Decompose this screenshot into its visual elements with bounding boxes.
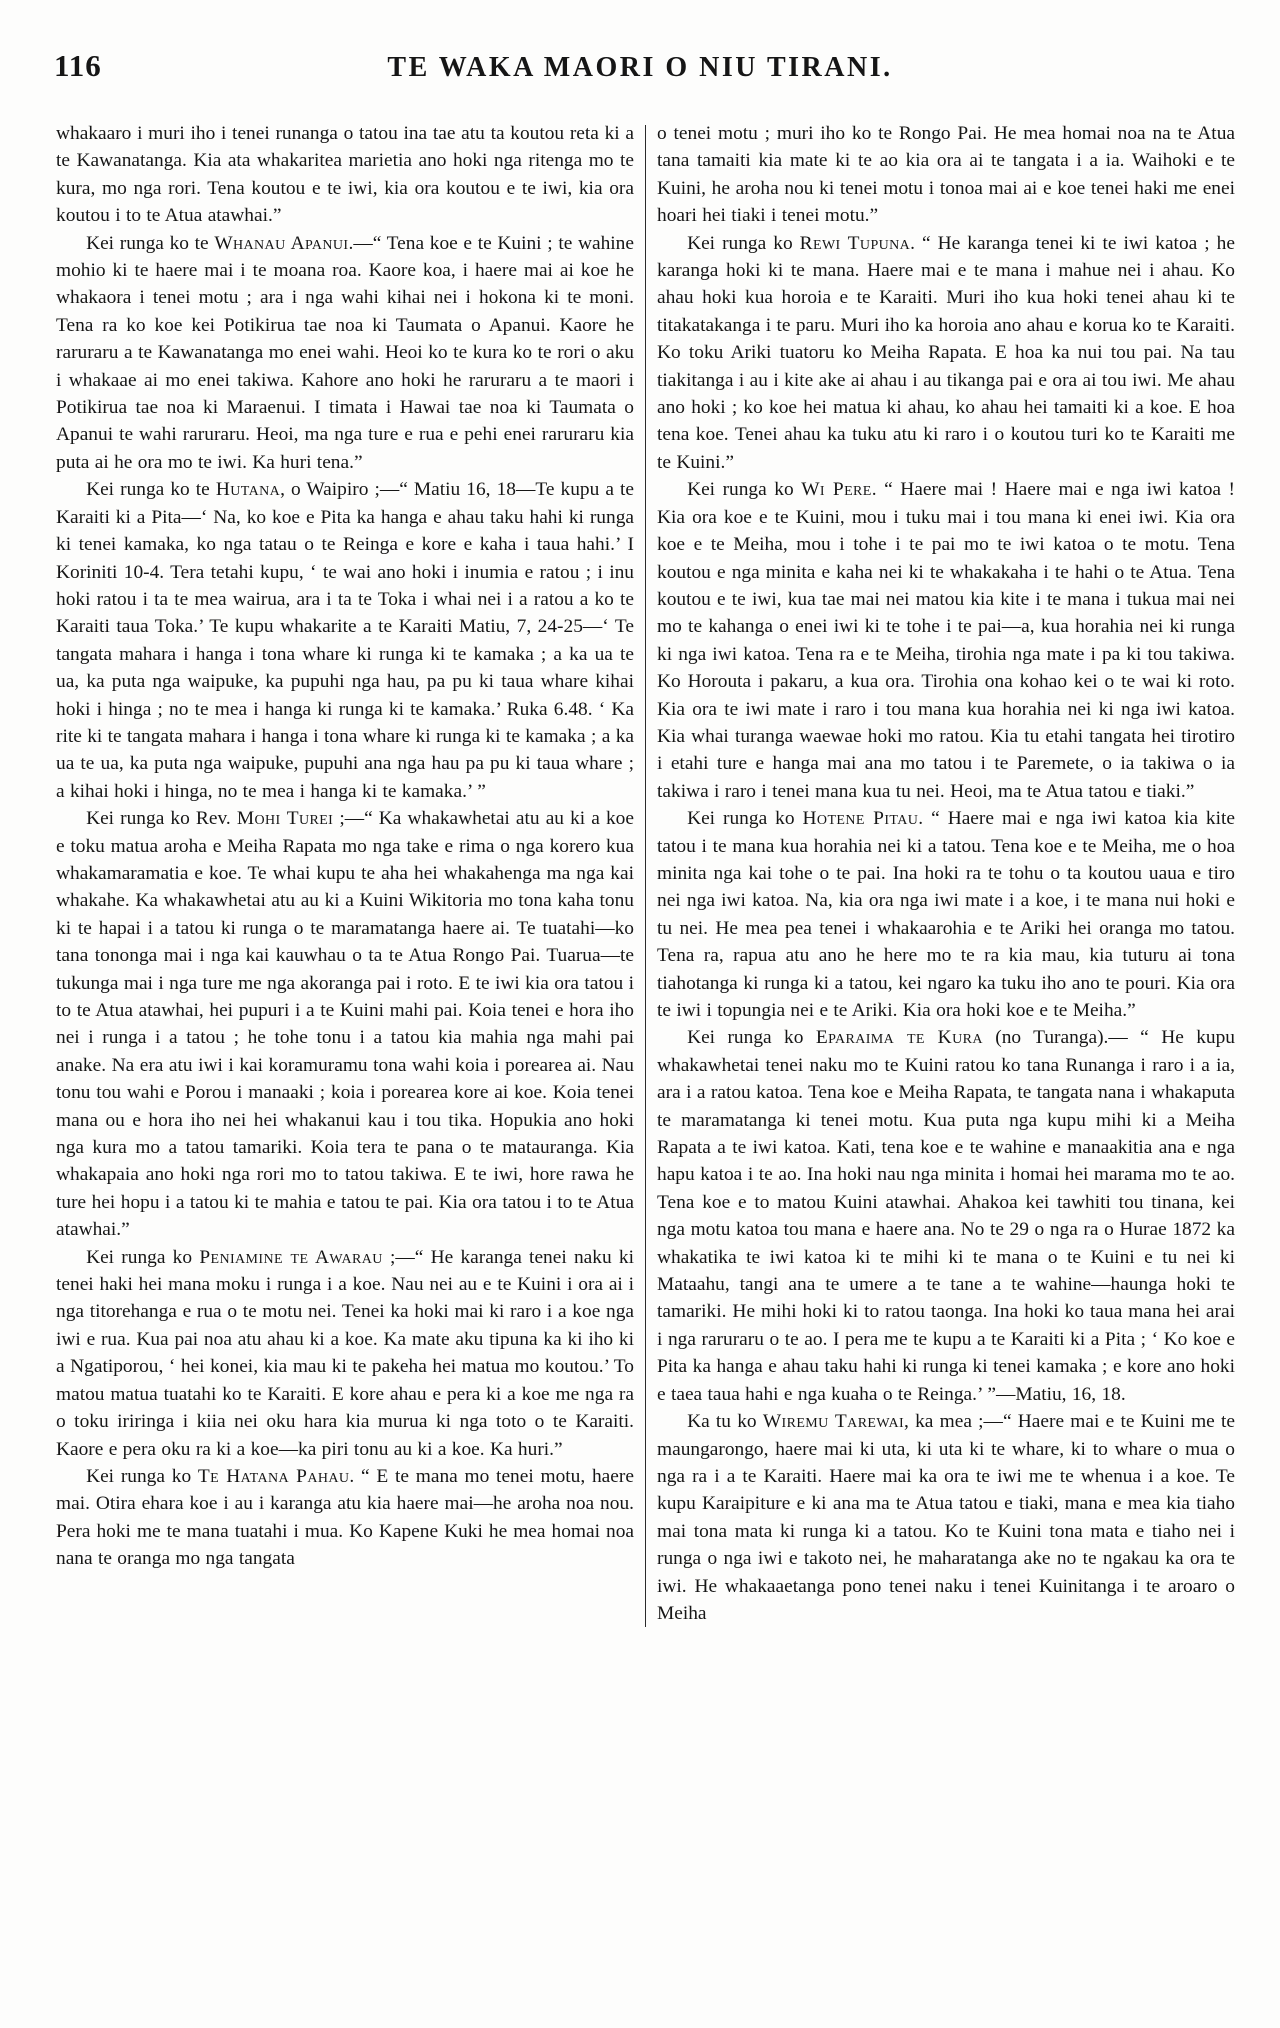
paragraph: Kei runga ko Eparaima te Kura (no Turanga).— “ He kupu whakawhetai tenei naku mo te Kuini ratou ko tana Runanga i raro i a ia, ara i a ratou katoa. Tena koe e Meiha Rapata, te tangata nana i whakaputa te maramatanga ki tenei motu. Kua puta nga kupu mihi ki a Meiha Rapata a te iwi katoa. Kati, tena koe e te wahine e manaakitia ana e nga hapu katoa i te ao. Ina hoki nau nga minita i homai hei marama mo te ao. Tena koe e to matou Kuini atawhai. Ahakoa kei tawhiti tou tinana, kei nga motu katoa tou mana e haere ana. No te 29 o nga ra o Hurae 1872 ka whakatika te iwi katoa ki te mihi ki te mana o te Kuini e tu nei ki Mataahu, tangi ana te umere a te tane a te wahine—haunga hoki te tamariki. He mihi hoki ki to ratou taonga. Ina hoki ko taua mana hei arai i nga raruraru o te ao. I pera me te kupu a te Karaiti ki a Pita ; ‘ Ko koe e Pita ka hanga e ahau taku hahi ki runga ki tenei kamaka ; e kore ano hoki e taea taua hahi e nga kuaha o te Reinga.’ ”—Matiu, 16, 18. (657, 1027, 1235, 1405)
column-divider-rule (645, 125, 646, 1627)
paragraph: Kei runga ko Hotene Pitau. “ Haere mai e nga iwi katoa kia kite tatou i te mana kua horahia nei ki a tatou. Tena koe e te Meiha, me o hoa minita nga kai tohe o te pai. Ina hoki ra te tohu o ta koutou uaua e tiro nei nga iwi katoa. Na, kia ora nga iwi mate i a koe, i te mana nui hoki e tu nei. He mea pea tenei i whakaarohia e te Ariki hei oranga mo tatou. Tena ra, rapua atu ano he here mo te ra kia mau, kia tuturu ai tona tiahotanga ki runga ki a tatou, kei ngaro ka tuku iho ano te pouri. Kia ora te iwi i topungia nei e te Ariki. Kia ora hoki koe e te Meiha.” (657, 808, 1236, 1021)
paragraph: whakaaro i muri iho i tenei runanga o tatou ina tae atu ta koutou reta ki a te Kawanatanga. Kia ata whakaritea marietia ano hoki nga ritenga mo te kura, mo nga rori. Tena koutou e te iwi, kia ora koutou e te iwi, kia ora koutou i to te Atua atawhai.” (56, 123, 634, 227)
paragraph: Kei runga ko Wi Pere. “ Haere mai ! Haere mai e nga iwi katoa ! Kia ora koe e te Kuini, mou i tuku mai i tou mana ki enei iwi. Kia ora koe e te Meiha, mou i tohe i te pai mo te iwi katoa o te motu. Tena koutou e nga minita e kaha nei ki te whakakaha i te hahi o te Atua. Tena koutou e te iwi, kua tae mai nei matou kia kite i te mana i tukua mai nei mo te kahanga o enei iwi ki te tohe i te pai—a, kua horahia nei ki runga ki nga iwi katoa. Tena ra e te Meiha, tirohia nga mate i pa ki tou takiwa. Ko Horouta i pakaru, a kua ora. Tirohia ona kohao kei o te wai ki roto. Kia ora te iwi mate i raro i tou mana kua horahia nei ki nga iwi katoa. Kia whai turanga waewae hoki mo ratou. Kia tu etahi tangata hei tirotiro i etahi ture e hanga mai ana mo tatou i te Paremete, o ia takiwa o ia takiwa i raro i tenei mana kua tu nei. Heoi, ma te Atua tatou e tiaki.” (657, 479, 1235, 802)
speaker-name: Hutana (215, 479, 281, 501)
page-number: 116 (54, 48, 102, 83)
speaker-name: Wi Pere (801, 479, 872, 501)
paragraph: Kei runga ko Rev. Mohi Turei ;—“ Ka whakawhetai atu au ki a koe e toku matua aroha e Meiha Rapata mo nga take e rima o nga korero kua whakamaramatia e koe. Te whai kupu te aha hei whakahenga ma nga kai whakahe. Ka whakawhetai atu au ki a Kuini Wikitoria mo tona kaha tonu ki te hapai i a tatou ki runga o te maramatanga haere ai. Te tuatahi—ko tana tononga mai i nga kai kauwhau o ta te Atua Rongo Pai. Tuarua—te tukunga mai i nga ture me nga akoranga pai i roto. E te iwi kia ora tatou i to te Atua atawhai, hei pupuri i a te Kuini mahi pai. Koia tenei e hora iho nei i runga i a tatou ; he tohe tonu i a tatou kia mahia nga mahi pai anake. Na era atu iwi i kai koramuramu tona wahi koia i porearea ai. Nau tonu tou wahi e Porou i manaaki ; koia i porearea kore ai koe. Koia tenei mana ou e hora iho nei hei whakanui kau i tou tika. Hopukia ano hoki nga kura mo a tatou tamariki. Koia tera te pana o te matauranga. Kia whakapaia ano hoki nga rori mo to tatou takiwa. E te iwi, hore rawa he ture hei hopu i a tatou ki te mahia e tatou te pai. Kia ora tatou i to te Atua atawhai.” (56, 808, 634, 1241)
speaker-name: Eparaima te Kura (815, 1027, 983, 1049)
speaker-name: Wiremu Tarewai (762, 1411, 905, 1433)
text-columns (56, 120, 1235, 1627)
speaker-name: Whanau Apanui (214, 232, 349, 254)
speaker-name: Te Hatana Pahau (197, 1465, 350, 1487)
paragraph: Kei runga ko Te Hatana Pahau. “ E te mana mo tenei motu, haere mai. Otira ehara koe i au i karanga atu kia haere mai—he aroha noa nou. Pera hoki me te mana tuatahi i mua. Ko Kapene Kuki he mea homai noa nana te oranga mo nga tangata (56, 1465, 634, 1570)
paragraph: Kei runga ko te Whanau Apanui.—“ Tena koe e te Kuini ; te wahine mohio ki te haere mai i te moana roa. Kaore koa, i haere mai ai koe he whakaora i tenei motu ; ara i nga wahi kihai nei i hokona ki te moni. Tena ra ko koe kei Potikirua tae noa ki Taumata o Apanui. Kaore he raruraru a te Kawanatanga mo enei wahi. Heoi ko te kura ko te rori o aku i whakaae ai mo enei takiwa. Kahore ano hoki he raruraru a te maori i Potikirua tae noa ki Maraenui. I timata i Hawai tae noa ki Taumata o Apanui te wahi raruraru. Heoi, ma nga ture e rua e pehi enei raruraru kia puta ai he ora mo te iwi. Ka huri tena.” (56, 232, 634, 473)
speaker-name: Hotene Pitau (802, 808, 919, 830)
column-right (657, 120, 1235, 1627)
paragraph: Kei runga ko Rewi Tupuna. “ He karanga tenei ki te iwi katoa ; he karanga hoki ki te mana. Haere mai e te mana i mahue nei i ahau. Ko ahau hoki kua horoia e te Karaiti. Muri iho kua hoki tenei ahau ki te titakatakanga i te paru. Muri iho ka horoia ano ahau e korua ko te Karaiti. Ko toku Ariki tuatoru ko Meiha Rapata. E hoa ka nui tou pai. Na tau tiakitanga i au i kite ake ai ahau i au tikanga pai e ora ai tou iwi. Me ahau ano hoki ; ko koe hei matua ki ahau, ko ahau hei tamaiti ki a koe. E hoa tena koe. Tenei ahau ka tuku atu ki raro i o koutou turi ko te Karaiti me te Kuini.” (657, 232, 1235, 473)
paragraph: Kei runga ko te Hutana, o Waipiro ;—“ Matiu 16, 18—Te kupu a te Karaiti ki a Pita—‘ Na, ko koe e Pita ka hanga e ahau taku hahi ki runga ki tenei kamaka, ko nga tatau o te Reinga e kore e kaha i taua hahi.’ I Koriniti 10-4. Tera tetahi kupu, ‘ te wai ano hoki i inumia e ratou ; i inu hoki ratou i ta te mea wairua, ara i ta te Toka i whai nei i a ratou a ko te Karaiti taua Toka.’ Te kupu whakarite a te Karaiti Matiu, 7, 24-25—‘ Te tangata mahara i hanga i tona whare ki runga ki te kamaka ; a ka ua te ua, ka puta nga waipuke, ka pupuhi nga hau, pa pu ki taua whare kihai hoki i hinga ; no te mea i hanga ki runga ki te kamaka.’ Ruka 6.48. ‘ Ka rite ki te tangata mahara i hanga i tona whare ki runga ki te kamaka ; a ka ua te ua, ka puta nga waipuke, pupuhi ana nga hau pa pu ki taua whare ; a kihai hoki i hinga, no te mea i hanga ki te kamaka.’ ” (56, 479, 635, 802)
speaker-name: Peniamine te Awarau (199, 1246, 383, 1268)
paragraph: o tenei motu ; muri iho ko te Rongo Pai. He mea homai noa na te Atua tana tamaiti kia mate ki te ao kia ora ai te tangata i a ia. Waihoki e te Kuini, he aroha nou ki tenei motu i tonoa mai ai e koe tenei haki me enei hoari hei tiaki i tenei motu.” (657, 123, 1235, 227)
paragraph: Ka tu ko Wiremu Tarewai, ka mea ;—“ Haere mai e te Kuini me te maungarongo, haere mai ki uta, ki uta ki te whare, ki to whare o mua o nga ra i a te Karaiti. Haere mai ka ora te iwi me te whenua i a koe. Te kupu Karaipiture e ki ana ma te Atua tatou e tiaki, mana e mea kia tiaho mai tona mata ki runga ki a tatou. Ko te Kuini tona mata e tiaho nei i runga o nga iwi e takoto nei, he maharatanga ake no te ngakau ka ora te iwi. He whakaaetanga pono tenei naku i tenei Kuinitanga i te aroaro o Meiha (657, 1411, 1235, 1624)
speaker-name: Rewi Tupuna (799, 232, 911, 254)
paragraph: Kei runga ko Peniamine te Awarau ;—“ He karanga tenei naku ki tenei haki hei mana moku i runga i a koe. Nau nei au e te Kuini i ora ai i nga titorehanga e rua o te motu nei. Tenei ka hoki mai ki raro i a koe nga iwi e rua. Kua pai noa atu ahau ki a koe. Ka mate aku tipuna ka ki iho ki a Ngatiporou, ‘ hei konei, kia mau ki te pakeha hei matua mo koutou.’ To matou matua tuatahi ko te Karaiti. E kore ahau e pera ki a koe me nga ra o toku iriringa i kiia nei oku hara kia murua ki nga toto o te Karaiti. Kaore e pera oku ra ki a koe—ka piri tonu au ki a koe. Ka huri.” (56, 1246, 634, 1460)
masthead-title: TE WAKA MAORI O NIU TIRANI. (387, 52, 893, 83)
speaker-name: Mohi Turei (236, 808, 334, 830)
column-left (56, 120, 634, 1573)
